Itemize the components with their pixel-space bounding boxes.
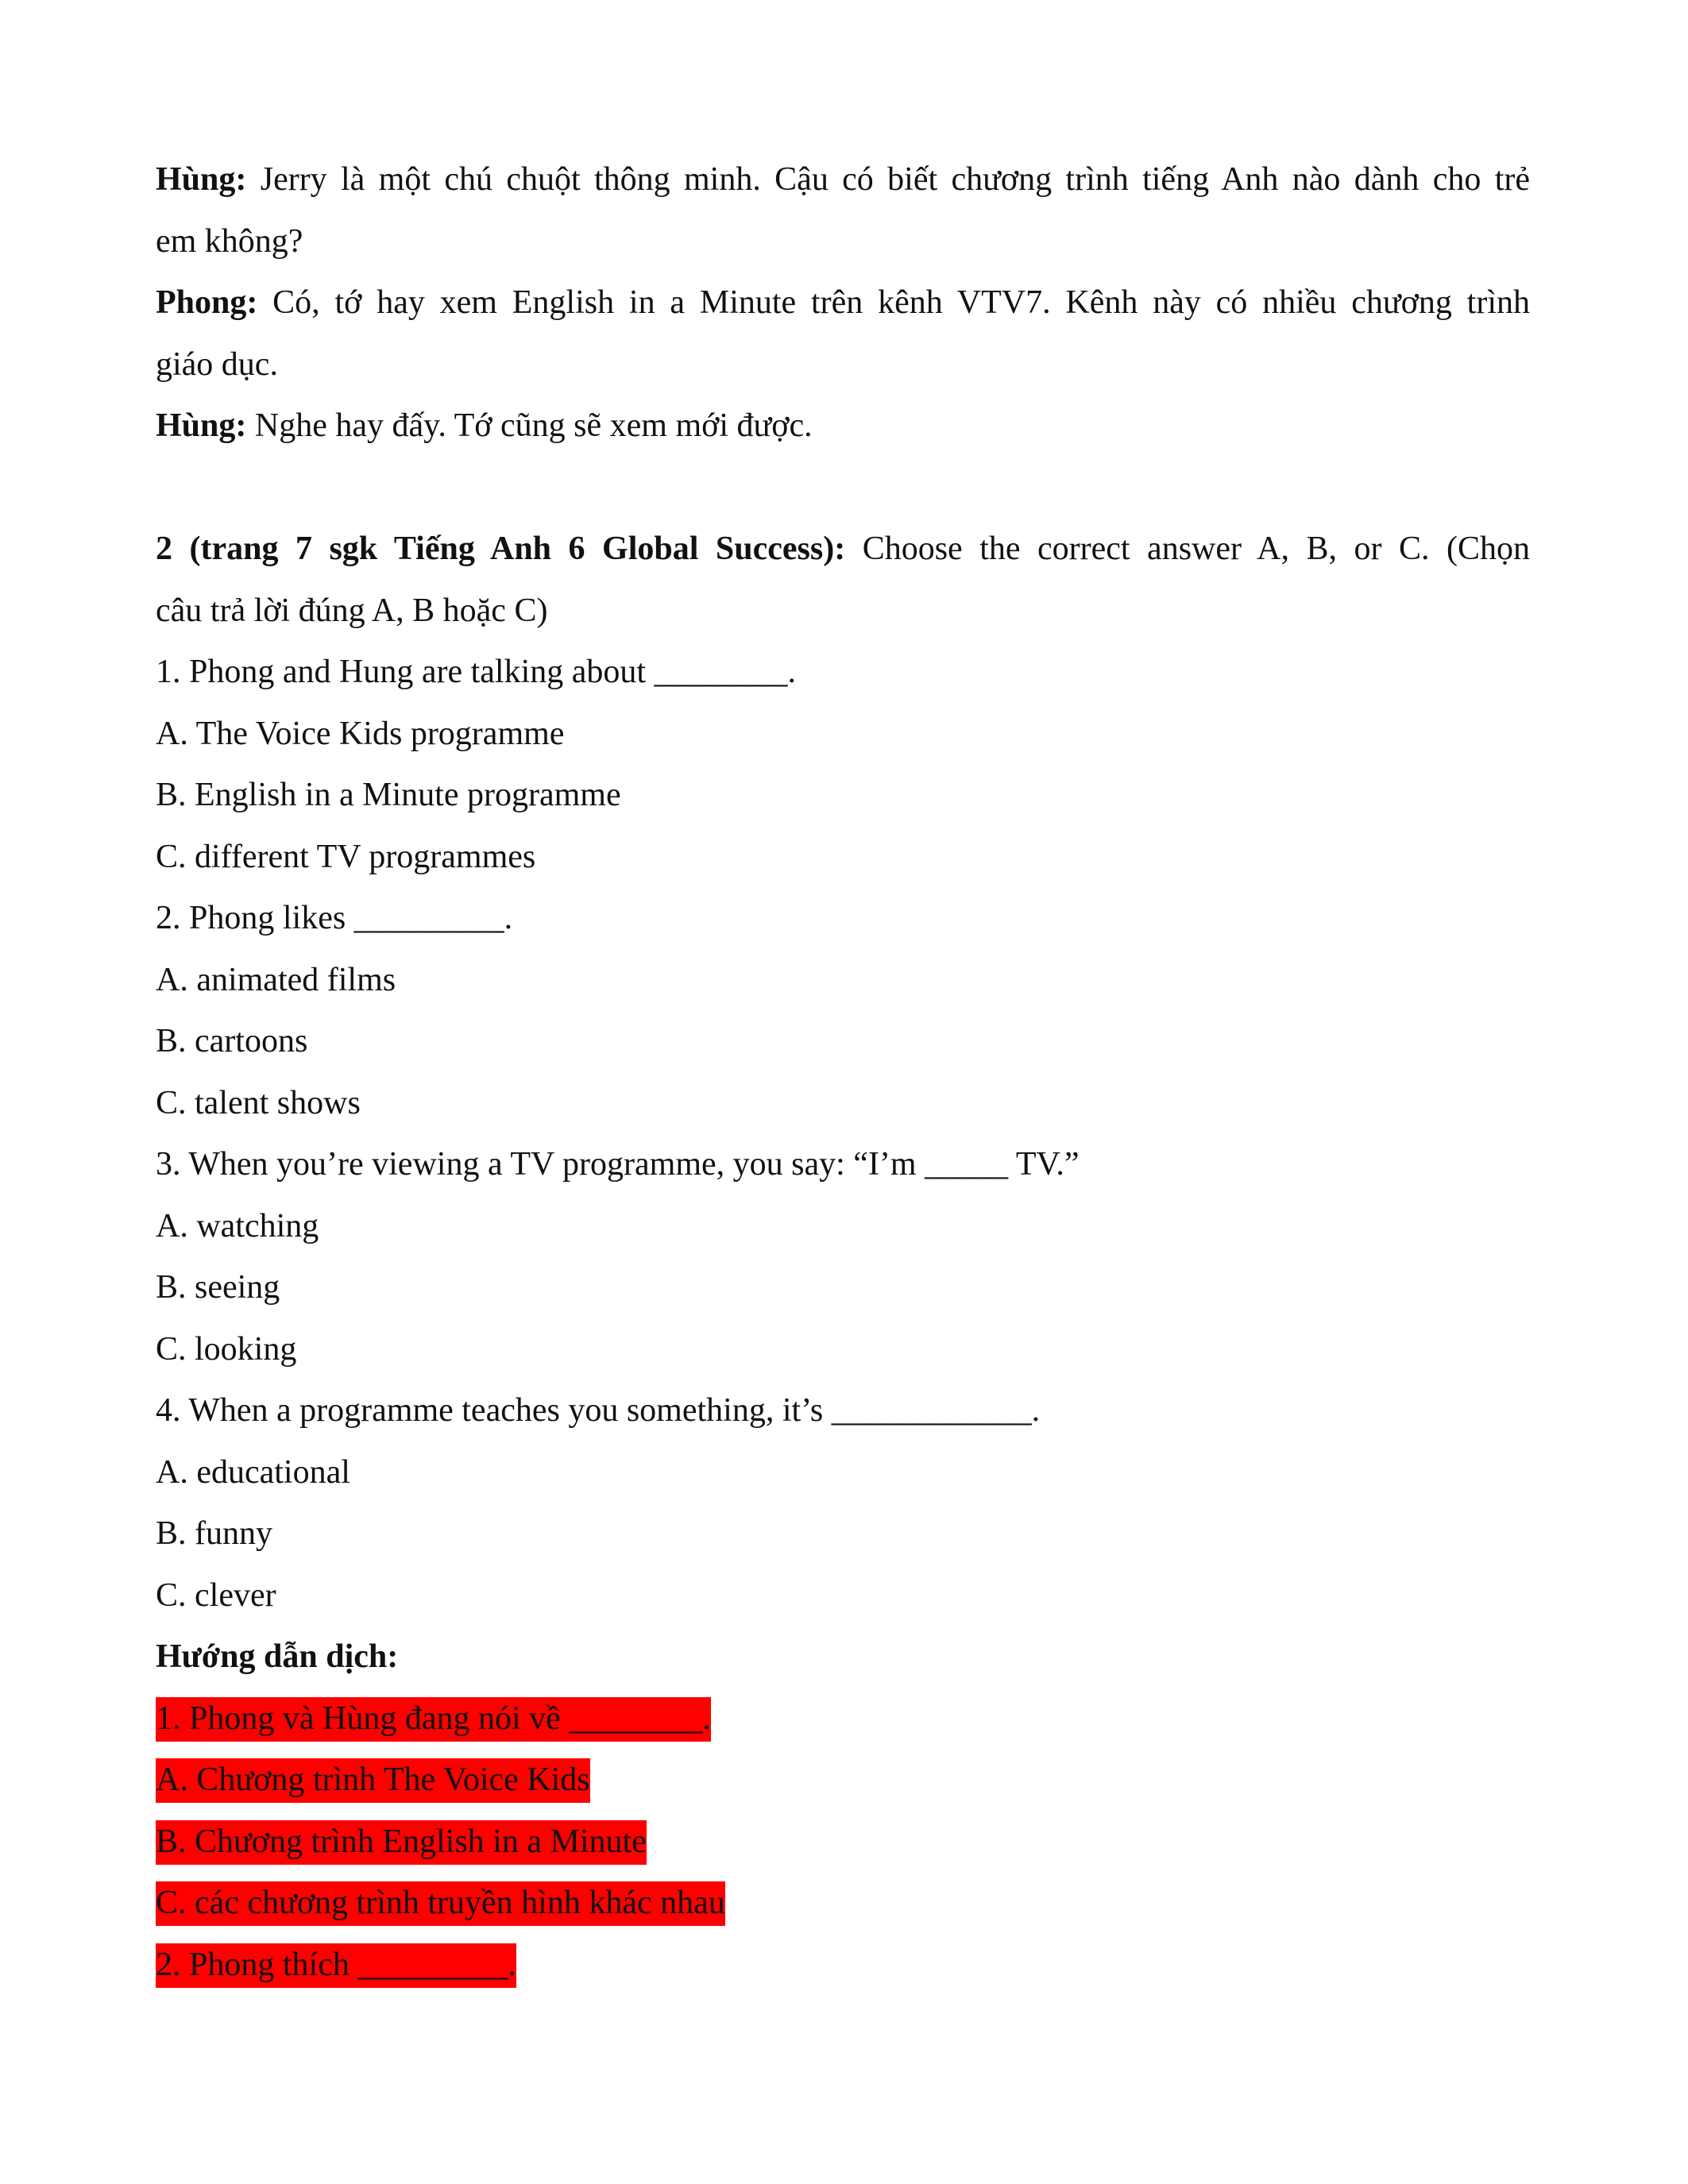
dialogue-text: Jerry là một chú chuột thông minh. Cậu có biết chương trình tiếng Anh nào dành cho trẻ: [260, 161, 1531, 198]
answer-option: C. clever: [156, 1576, 276, 1614]
answer-option: C. looking: [156, 1330, 297, 1368]
highlighted-text: C. các chương trình truyền hình khác nhau: [156, 1881, 725, 1926]
question-text: 1. Phong and Hung are talking about ________.: [156, 654, 797, 690]
dialogue-line-continued: giáo dục.: [156, 345, 278, 383]
document-page: [156, 149, 1530, 1996]
highlighted-text: 2. Phong thích _________.: [156, 1943, 516, 1988]
translation-heading: [156, 1626, 1530, 1688]
translation-line: [156, 1750, 1530, 1812]
dialogue-line: [156, 396, 1530, 457]
translation-line: [156, 1873, 1530, 1935]
dialogue-text: Có, tớ hay xem English in a Minute trên kênh VTV7. Kênh này có nhiều chương trình: [272, 284, 1530, 321]
highlighted-text: 1. Phong và Hùng đang nói về ________.: [156, 1697, 711, 1742]
exercise-instruction: Choose the correct answer A, B, or C. (Chọn: [862, 531, 1531, 567]
answer-option: B. seeing: [156, 1269, 280, 1306]
dialogue-text: Nghe hay đấy. Tớ cũng sẽ xem mới được.: [254, 407, 813, 444]
answer-option: A. watching: [156, 1207, 319, 1244]
question-text: 4. When a programme teaches you something, it’s ____________.: [156, 1392, 1041, 1429]
dialogue-line: [156, 272, 1530, 334]
exercise-title: 2 (trang 7 sgk Tiếng Anh 6 Global Success):: [156, 531, 846, 567]
dialogue-line-continued: em không?: [156, 222, 303, 260]
answer-option: C. talent shows: [156, 1084, 361, 1121]
answer-option: B. English in a Minute programme: [156, 777, 621, 813]
answer-option: B. cartoons: [156, 1023, 308, 1059]
highlighted-text: B. Chương trình English in a Minute: [156, 1820, 647, 1865]
translation-line: [156, 1935, 1530, 1997]
translation-title: Hướng dẫn dịch:: [156, 1638, 399, 1675]
answer-option: A. animated films: [156, 961, 396, 998]
paragraph-spacer: [156, 457, 1530, 519]
speaker-name: Hùng:: [156, 161, 247, 198]
answer-option: C. different TV programmes: [156, 838, 536, 875]
answer-option: B. funny: [156, 1515, 272, 1552]
translation-line: [156, 1812, 1530, 1873]
exercise-heading: [156, 519, 1530, 581]
answer-option: A. educational: [156, 1453, 350, 1491]
question-text: 3. When you’re viewing a TV programme, you say: “I’m _____ TV.”: [156, 1146, 1080, 1183]
question-text: 2. Phong likes _________.: [156, 900, 513, 936]
exercise-instruction-continued: câu trả lời đúng A, B hoặc C): [156, 592, 548, 629]
answer-option: A. The Voice Kids programme: [156, 715, 565, 752]
highlighted-text: A. Chương trình The Voice Kids: [156, 1758, 590, 1803]
dialogue-line: [156, 149, 1530, 211]
translation-line: [156, 1688, 1530, 1750]
speaker-name: Hùng:: [156, 407, 247, 444]
speaker-name: Phong:: [156, 284, 258, 321]
